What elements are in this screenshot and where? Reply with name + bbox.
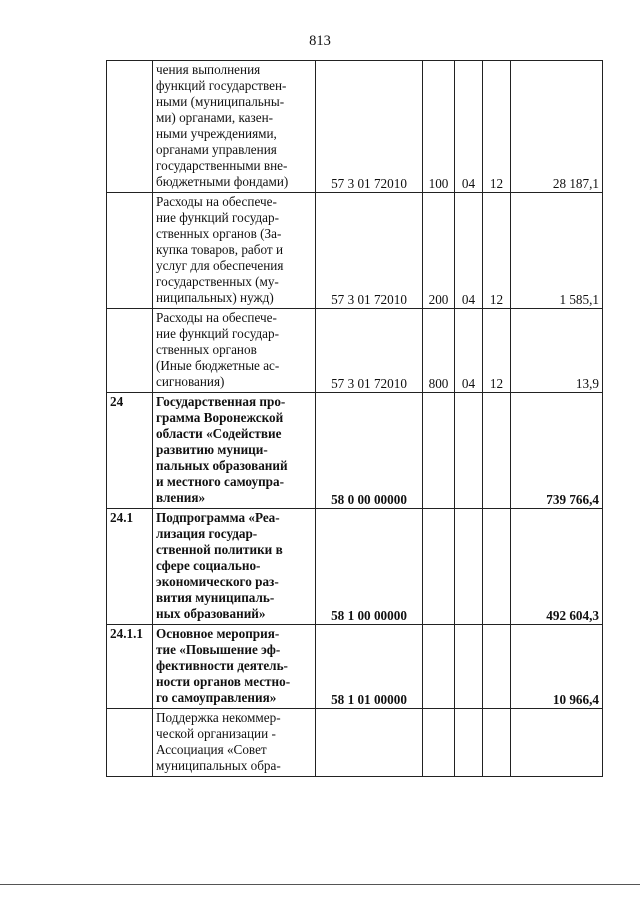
expense-type-cell <box>423 709 455 777</box>
target-article-code-cell <box>316 709 423 777</box>
row-name-line: области «Содействие <box>156 426 282 441</box>
row-name-line: функций государствен- <box>156 78 287 93</box>
table-row <box>107 709 603 777</box>
row-name-line: развитию муници- <box>156 442 268 457</box>
row-name-line: фективности деятель- <box>156 658 288 673</box>
row-name-cell <box>153 709 316 777</box>
budget-table <box>106 60 603 777</box>
row-name-line: и местного самоупра- <box>156 474 284 489</box>
row-name-line: сфере социально- <box>156 558 261 573</box>
row-name-line: органами управления <box>156 142 277 157</box>
row-name-line: вития муниципаль- <box>156 590 275 605</box>
row-name-line: (Иные бюджетные ас- <box>156 358 280 373</box>
row-name-line: услуг для обеспечения <box>156 258 284 273</box>
expense-type-cell: 100 <box>423 61 455 193</box>
row-name-cell <box>153 61 316 193</box>
section-code-cell <box>455 709 483 777</box>
row-name-line: Поддержка некоммер- <box>156 710 281 725</box>
section-code-cell: 04 <box>455 61 483 193</box>
table-body <box>107 61 603 777</box>
target-article-code-cell: 57 3 01 72010 <box>316 193 423 309</box>
subsection-code-cell: 12 <box>483 61 511 193</box>
subsection-code-cell <box>483 709 511 777</box>
row-name-line: Расходы на обеспече- <box>156 194 277 209</box>
row-number-cell: 24.1.1 <box>107 625 153 709</box>
row-name-line: купка товаров, работ и <box>156 242 284 257</box>
row-name-line: чения выполнения <box>156 62 261 77</box>
target-article-code-cell: 57 3 01 72010 <box>316 61 423 193</box>
amount-cell: 13,9 <box>511 309 603 393</box>
row-name-line: ности органов местно- <box>156 674 291 689</box>
section-code-cell <box>455 625 483 709</box>
row-name-line: бюджетными фондами) <box>156 174 289 189</box>
row-name-line: ственных органов (За- <box>156 226 282 241</box>
row-name-line: ственной политики в <box>156 542 283 557</box>
subsection-code-cell <box>483 393 511 509</box>
row-name-line: ми) органами, казен- <box>156 110 274 125</box>
row-name-line: ческой организации - <box>156 726 276 741</box>
row-number-cell <box>107 61 153 193</box>
table-row <box>107 393 603 509</box>
table-row <box>107 61 603 193</box>
amount-cell: 739 766,4 <box>511 393 603 509</box>
amount-cell <box>511 709 603 777</box>
row-name-cell <box>153 625 316 709</box>
row-name-line: ние функций государ- <box>156 326 280 341</box>
table-row <box>107 625 603 709</box>
expense-type-cell: 800 <box>423 309 455 393</box>
target-article-code-cell: 58 1 00 00000 <box>316 509 423 625</box>
amount-cell: 10 966,4 <box>511 625 603 709</box>
row-number-cell <box>107 309 153 393</box>
row-name-line: тие «Повышение эф- <box>156 642 281 657</box>
expense-type-cell <box>423 509 455 625</box>
subsection-code-cell <box>483 625 511 709</box>
row-name-line: пальных образований <box>156 458 288 473</box>
row-number-cell: 24 <box>107 393 153 509</box>
row-name-line: лизация государ- <box>156 526 258 541</box>
target-article-code-cell: 58 1 01 00000 <box>316 625 423 709</box>
amount-cell: 1 585,1 <box>511 193 603 309</box>
row-name-line: ных образований» <box>156 606 266 621</box>
row-name-line: сигнования) <box>156 374 225 389</box>
row-name-cell <box>153 393 316 509</box>
row-name-line: ственных органов <box>156 342 257 357</box>
row-name-line: вления» <box>156 490 206 505</box>
row-number-cell: 24.1 <box>107 509 153 625</box>
page-bottom-rule <box>0 884 640 885</box>
table-row <box>107 309 603 393</box>
row-name-line: Государственная про- <box>156 394 286 409</box>
amount-cell: 28 187,1 <box>511 61 603 193</box>
row-name-line: го самоуправления» <box>156 690 277 705</box>
row-name-line: ными (муниципальны- <box>156 94 285 109</box>
row-name-cell <box>153 509 316 625</box>
expense-type-cell: 200 <box>423 193 455 309</box>
subsection-code-cell <box>483 509 511 625</box>
section-code-cell: 04 <box>455 309 483 393</box>
row-name-line: муниципальных обра- <box>156 758 281 773</box>
row-name-line: Расходы на обеспече- <box>156 310 277 325</box>
row-name-line: экономического раз- <box>156 574 279 589</box>
row-name-line: ниципальных) нужд) <box>156 290 274 305</box>
page-number: 813 <box>309 33 331 49</box>
section-code-cell: 04 <box>455 193 483 309</box>
row-name-line: Ассоциация «Совет <box>156 742 267 757</box>
row-name-line: государственных (му- <box>156 274 279 289</box>
table-row <box>107 193 603 309</box>
section-code-cell <box>455 393 483 509</box>
row-name-line: ными учреждениями, <box>156 126 277 141</box>
amount-cell: 492 604,3 <box>511 509 603 625</box>
row-name-line: государственными вне- <box>156 158 288 173</box>
row-name-cell <box>153 193 316 309</box>
table-row <box>107 509 603 625</box>
row-number-cell <box>107 709 153 777</box>
row-name-line: Подпрограмма «Реа- <box>156 510 280 525</box>
expense-type-cell <box>423 393 455 509</box>
target-article-code-cell: 58 0 00 00000 <box>316 393 423 509</box>
subsection-code-cell: 12 <box>483 309 511 393</box>
section-code-cell <box>455 509 483 625</box>
row-name-line: Основное мероприя- <box>156 626 280 641</box>
row-name-cell <box>153 309 316 393</box>
row-name-line: грамма Воронежской <box>156 410 284 425</box>
expense-type-cell <box>423 625 455 709</box>
row-number-cell <box>107 193 153 309</box>
row-name-line: ние функций государ- <box>156 210 280 225</box>
target-article-code-cell: 57 3 01 72010 <box>316 309 423 393</box>
subsection-code-cell: 12 <box>483 193 511 309</box>
